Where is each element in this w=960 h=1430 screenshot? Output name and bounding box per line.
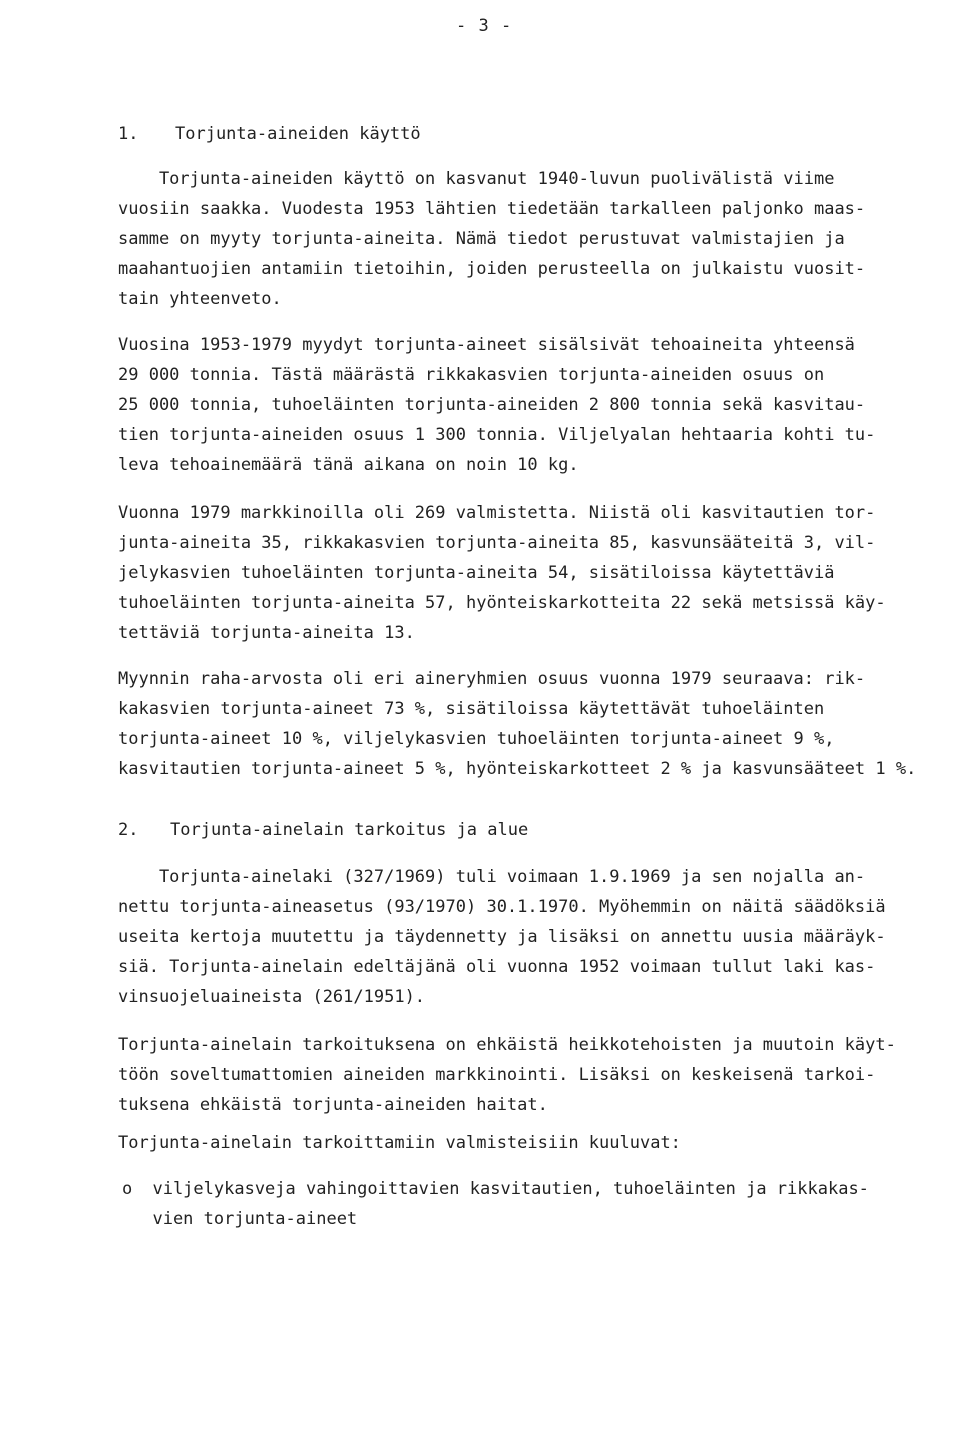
text-line: torjunta-aineet 10 %, viljelykasvien tuhoeläinten torjunta-aineet 9 %, — [118, 729, 835, 749]
text-line: samme on myyty torjunta-aineita. Nämä tiedot perustuvat valmistajien ja — [118, 229, 845, 249]
text-line: tettäviä torjunta-aineita 13. — [118, 623, 415, 643]
section-1-paragraph-3 — [118, 498, 886, 648]
list-bullet: o — [122, 1179, 133, 1199]
text-line: tien torjunta-aineiden osuus 1 300 tonnia. Viljelyalan hehtaaria kohti tu- — [118, 425, 876, 445]
text-line: tuhoeläinten torjunta-aineita 57, hyönteiskarkotteita 22 sekä metsissä käy- — [118, 593, 886, 613]
text-line: Vuonna 1979 markkinoilla oli 269 valmistetta. Niistä oli kasvitautien tor- — [118, 503, 876, 523]
text-line: töön soveltumattomien aineiden markkinointi. Lisäksi on keskeisenä tarkoi- — [118, 1065, 876, 1085]
section-1-paragraph-1 — [118, 164, 865, 314]
text-line: jelykasvien tuhoeläinten torjunta-aineita 54, sisätiloissa käytettäviä — [118, 563, 835, 583]
text-line: maahantuojien antamiin tietoihin, joiden perusteella on julkaistu vuosit- — [118, 259, 866, 279]
text-line: useita kertoja muutettu ja täydennetty ja lisäksi on annettu uusia määräyk- — [118, 927, 886, 947]
text-line: leva tehoainemäärä tänä aikana on noin 10 kg. — [118, 455, 579, 475]
section-2-paragraph-3 — [118, 1128, 681, 1158]
text-line: Torjunta-ainelaki (327/1969) tuli voimaan 1.9.1969 ja sen nojalla an- — [118, 867, 866, 887]
text-line: tain yhteenveto. — [118, 289, 282, 309]
text-line: Vuosina 1953-1979 myydyt torjunta-aineet sisälsivät tehoaineita yhteensä — [118, 335, 855, 355]
section-1-paragraph-2 — [118, 330, 875, 480]
text-line: 29 000 tonnia. Tästä määrästä rikkakasvien torjunta-aineiden osuus on — [118, 365, 825, 385]
text-line: junta-aineita 35, rikkakasvien torjunta-aineita 85, kasvunsääteitä 3, vil- — [118, 533, 876, 553]
text-line: Torjunta-ainelain tarkoituksena on ehkäistä heikkotehoisten ja muutoin käyt- — [118, 1035, 896, 1055]
section-1-number: 1. — [118, 124, 139, 144]
text-line: kakasvien torjunta-aineet 73 %, sisätiloissa käytettävät tuhoeläinten — [118, 699, 825, 719]
text-line: Myynnin raha-arvosta oli eri aineryhmien osuus vuonna 1979 seuraava: rik- — [118, 669, 866, 689]
text-line: siä. Torjunta-ainelain edeltäjänä oli vuonna 1952 voimaan tullut laki kas- — [118, 957, 876, 977]
section-2-title: Torjunta-ainelain tarkoitus ja alue — [170, 820, 529, 840]
text-line: vinsuojeluaineista (261/1951). — [118, 987, 426, 1007]
text-line: nettu torjunta-aineasetus (93/1970) 30.1.1970. Myöhemmin on näitä säädöksiä — [118, 897, 886, 917]
text-line: vien torjunta-aineet — [132, 1209, 358, 1229]
section-2-number: 2. — [118, 820, 139, 840]
text-line: vuosiin saakka. Vuodesta 1953 lähtien tiedetään tarkalleen paljonko maas- — [118, 199, 866, 219]
text-line: kasvitautien torjunta-aineet 5 %, hyönteiskarkotteet 2 % ja kasvunsääteet 1 %. — [118, 759, 917, 779]
section-1-paragraph-4 — [118, 664, 916, 784]
text-line: Torjunta-aineiden käyttö on kasvanut 1940-luvun puolivälistä viime — [118, 169, 835, 189]
section-2-paragraph-2 — [118, 1030, 896, 1120]
text-line: tuksena ehkäistä torjunta-aineiden haitat. — [118, 1095, 548, 1115]
text-line: viljelykasveja vahingoittavien kasvitautien, tuhoeläinten ja rikkakas- — [132, 1179, 869, 1199]
list-item — [122, 1174, 869, 1234]
section-1-title: Torjunta-aineiden käyttö — [175, 124, 421, 144]
text-line: Torjunta-ainelain tarkoittamiin valmisteisiin kuuluvat: — [118, 1133, 681, 1153]
section-2-paragraph-1 — [118, 862, 886, 1012]
text-line: 25 000 tonnia, tuhoeläinten torjunta-aineiden 2 800 tonnia sekä kasvitau- — [118, 395, 866, 415]
page-number: - 3 - — [456, 16, 513, 36]
